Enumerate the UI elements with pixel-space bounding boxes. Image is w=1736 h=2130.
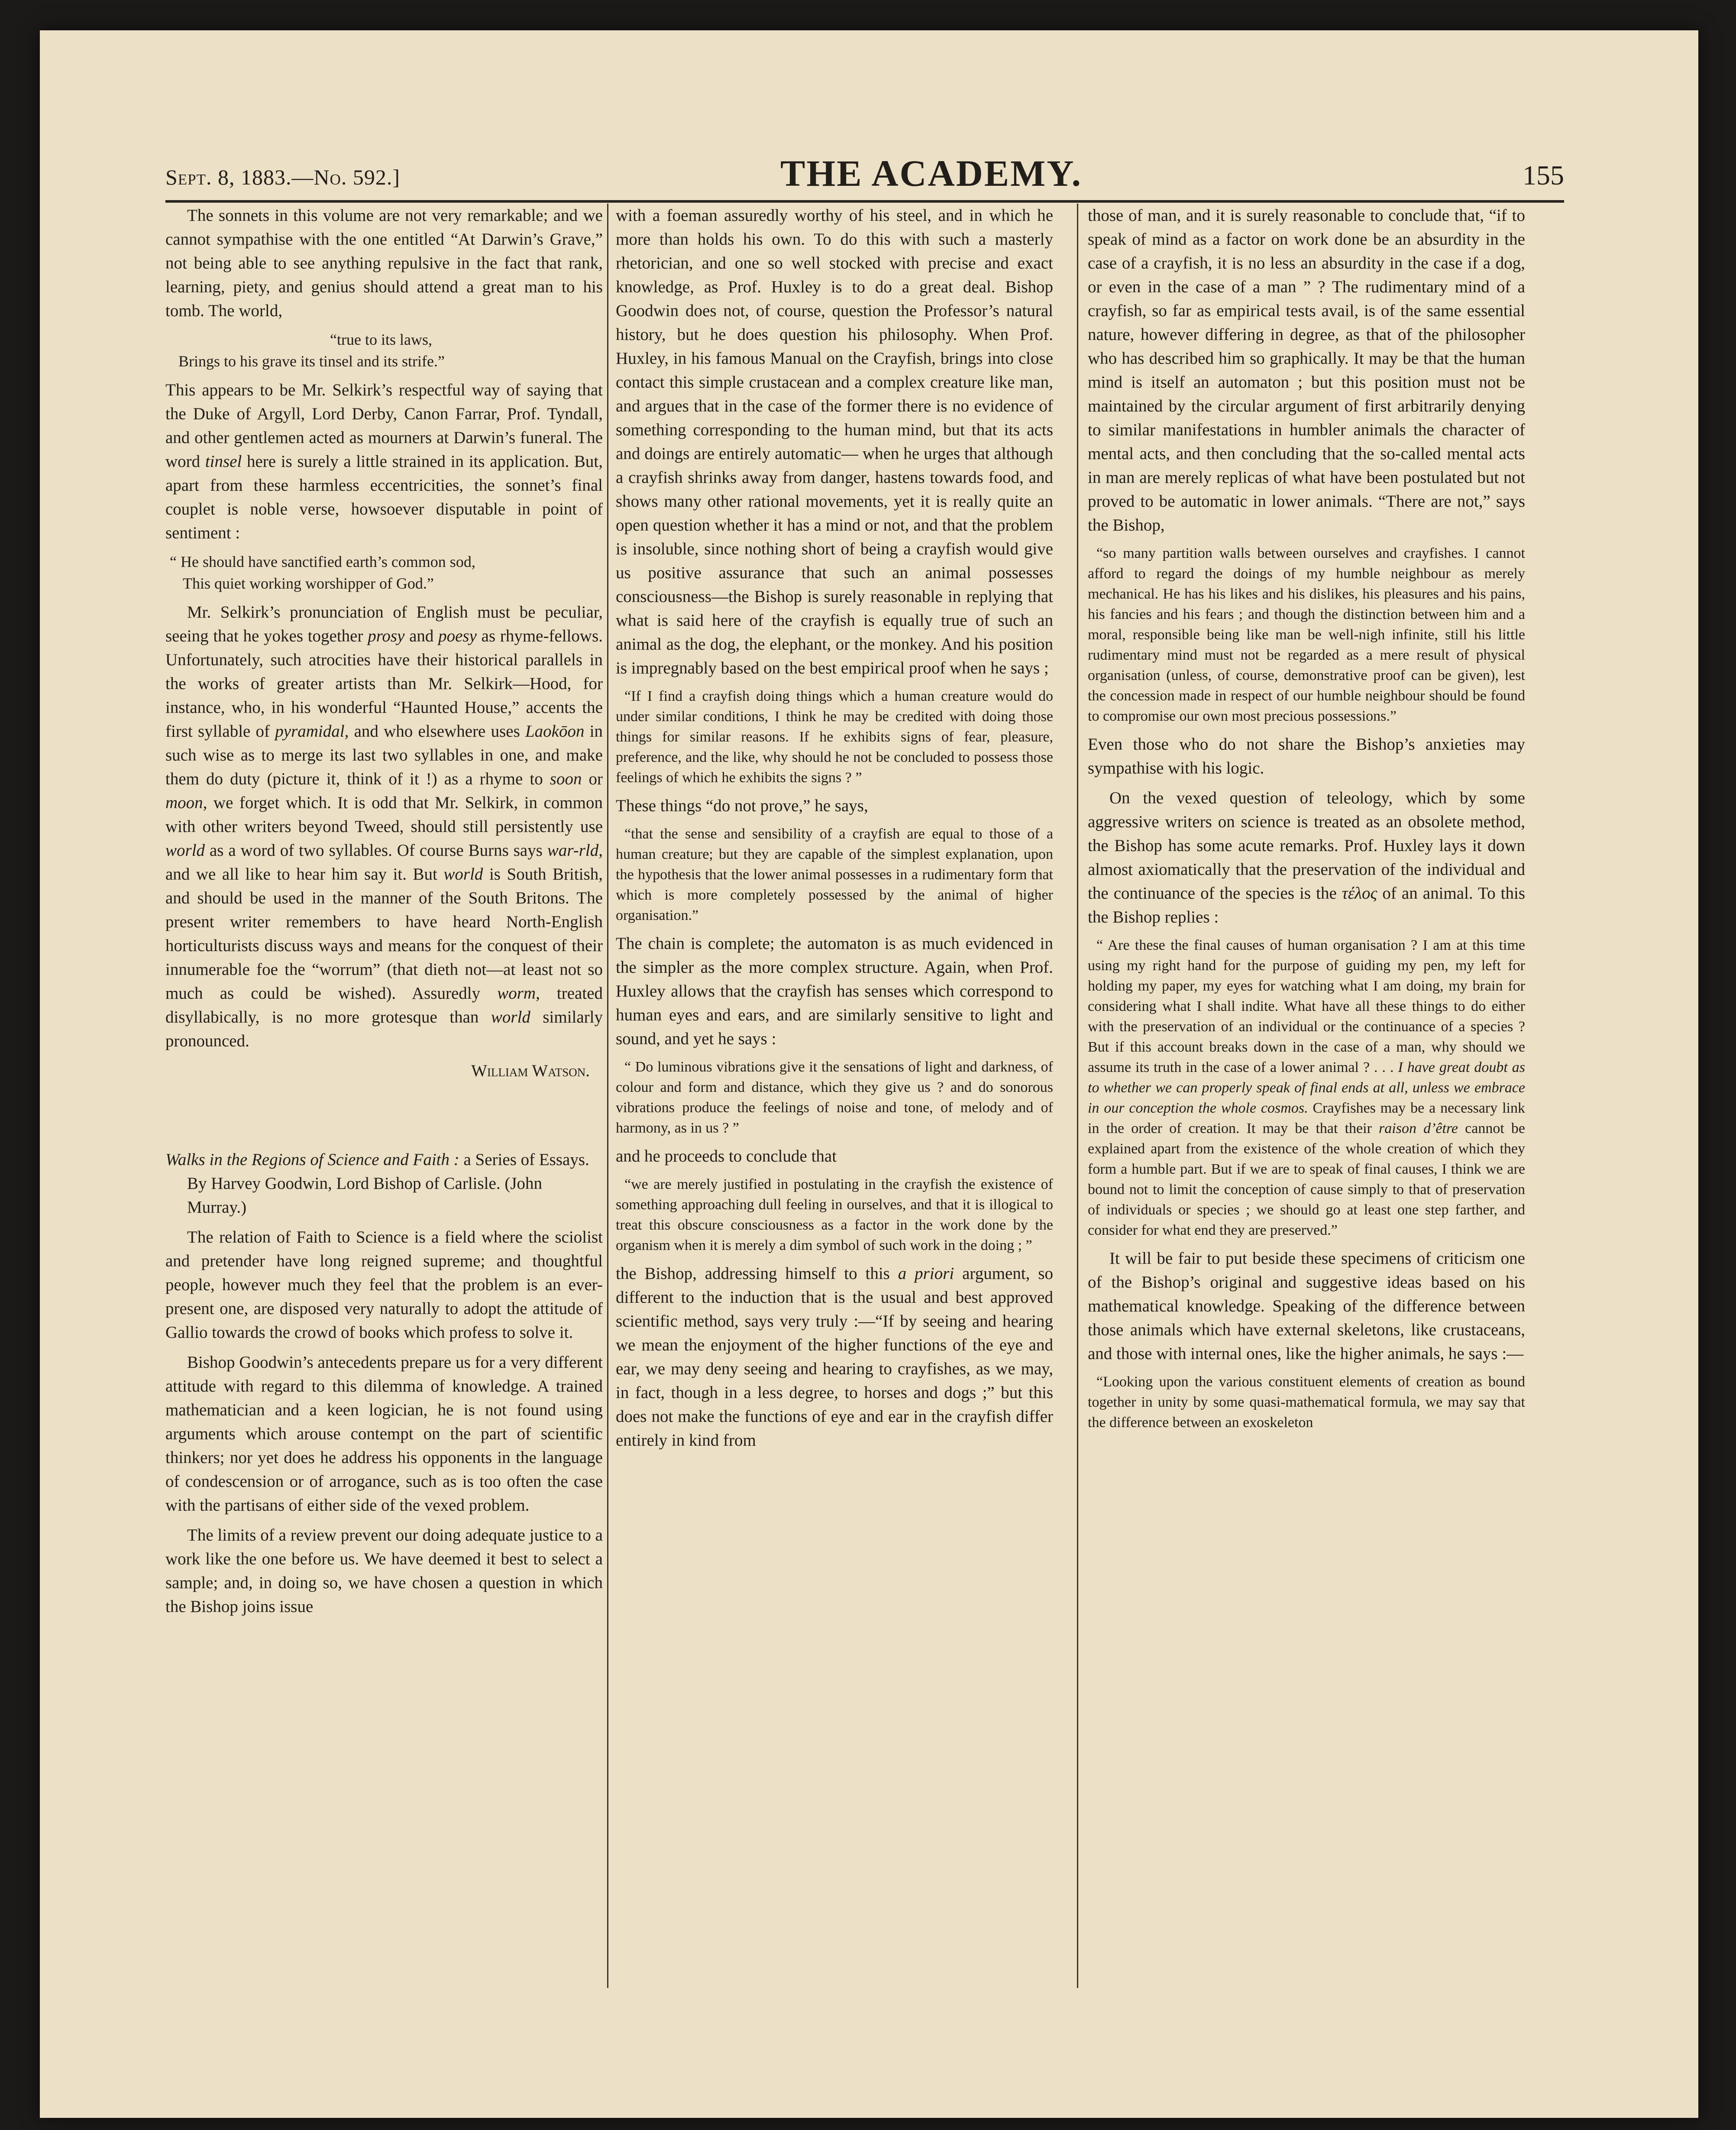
paragraph: with a foeman assuredly worthy of his steel, and in which he more than holds his own. To do this with such a masterly rhetorician, and one so well stocked with precise and exact knowledge, as Prof. Huxley is to do a great deal. Bishop Goodwin does not, of course, question the Professor’s natural history, but he does question his philosophy. When Prof. Huxley, in his famous Manual on the Crayfish, brings into close contact this simple crustacean and a complex creature like man, and argues that in the case of the former there is no evidence of something corresponding to the human mind, but that its acts and doings are entirely automatic— when he urges that although a crayfish shrinks away from danger, hastens towards food, and shows many other rational movements, yet it is really quite an open question whether it has a mind or not, and that the problem is insoluble, since nothing short of being a crayfish would give us positive assurance that such an animal possesses consciousness—the Bishop is surely reasonable in replying that what is said here of the crayfish is equally true of such an animal as the dog, the elephant, or the monkey. And his position is impregnably based on the best empirical proof when he says ; bbox=[616, 206, 1053, 677]
review-heading: Walks in the Regions of Science and Faith : a Series of Essays. By Harvey Goodwin, Lord Bishop of Carlisle. (John Murray.) bbox=[165, 1150, 589, 1217]
paragraph: These things “do not prove,” he says, bbox=[616, 796, 868, 815]
block-quote: “If I find a crayfish doing things which a human creature would do under similar conditions, I think he may be credited with doing those things for similar reasons. If he exhibits signs of fear, pleasure, preference, and the like, why should he not be concluded to possess those feelings of which he exhibits the signs ? ” bbox=[616, 688, 1053, 786]
paragraph: Bishop Goodwin’s antecedents prepare us for a very different attitude with regard to this dilemma of knowledge. A trained mathematician and a keen logician, he is not found using arguments which arouse contempt on the part of scientific thinkers; nor yet does he address his opponents in the language of condescension or of arrogance, such as is too often the case with the partisans of either side of the vexed problem. bbox=[165, 1353, 603, 1515]
paragraph: On the vexed question of teleology, which by some aggressive writers on science is treated as an obsolete method, the Bishop has some acute remarks. Prof. Huxley lays it down almost axiomatically that the preservation of the individual and the continuance of the species is the τέλος of an animal. To this the Bishop replies : bbox=[1088, 789, 1525, 926]
block-quote: “ Are these the final causes of human organisation ? I am at this time using my right hand for the purpose of guiding my pen, my left for holding my paper, my eyes for watching what I am doing, my brain for considering what I shall indite. What have all these things to do either with the preservation of an individual or the continuance of a species ? But if this account breaks down in the case of a man, why should we assume its truth in the case of a lower animal ? . . . I have great doubt as to whether we can properly speak of final ends at all, unless we embrace in our conception the whole cosmos. Crayfishes may be a necessary link in the order of creation. It may be that their raison d’être cannot be explained apart from the existence of the whole creation of which they form a humble part. But if we are to speak of final causes, I think we are bound not to limit the conception of cause simply to that of preservation of individuals or species ; we should go at least one step farther, and consider for what end they are preserved.” bbox=[1088, 937, 1526, 1238]
header-rule bbox=[165, 200, 1564, 203]
paragraph: those of man, and it is surely reasonable to conclude that, “if to speak of mind as a factor on work done be an absurdity in the case of a crayfish, it is no less an absurdity in the case if a dog, or even in the case of a man ” ? The rudimentary mind of a crayfish, so far as empirical tests avail, is of the same essential nature, however differing in degree, as that of the philosopher who has described him so graphically. It may be that the human mind is itself an automaton ; but this position must not be maintained by the circular argument of first arbitrarily denying to similar manifestations in humbler animals the character of mental acts, and then concluding that the so-called mental acts in man are merely replicas of what have been postulated but not proved to be automatic in lower animals. “There are not,” says the Bishop, bbox=[1088, 206, 1525, 534]
paragraph: The limits of a review prevent our doing adequate justice to a work like the one before us. We have deemed it best to select a sample; and, in doing so, we have chosen a question in which the Bishop joins issue bbox=[165, 1526, 603, 1616]
verse-quote bbox=[165, 551, 603, 594]
verse-line: This quiet working worshipper of God.” bbox=[183, 575, 434, 592]
block-quote: “ Do luminous vibrations give it the sensations of light and darkness, of colour and form and distance, which they give us ? and do sonorous vibrations produce the feelings of noise and tone, of melody and of harmony, as in us ? ” bbox=[616, 1059, 1053, 1136]
issue-date: Sept. 8, 1883.—No. 592.] bbox=[165, 165, 401, 189]
block-quote: “Looking upon the various constituent elements of creation as bound together in unity by some quasi-mathematical formula, we may say that the difference between an exoskeleton bbox=[1088, 1374, 1525, 1431]
verse-line: “ He should have sanctified earth’s common sod, bbox=[170, 553, 475, 570]
section-separator bbox=[165, 1096, 603, 1148]
verse-line: “true to its laws, bbox=[330, 331, 432, 348]
paragraph: The relation of Faith to Science is a field where the sciolist and pretender have long reigned supreme; and thoughtful people, however much they feel that the problem is an ever-present one, are disposed very naturally to adopt the attitude of Gallio towards the crowd of books which profess to solve it. bbox=[165, 1228, 603, 1342]
column-3 bbox=[1088, 204, 1525, 1439]
paragraph: the Bishop, addressing himself to this a priori argument, so different to the induction that is the usual and best approved scientific method, says very truly :—“If by seeing and hearing we mean the enjoyment of the higher functions of the eye and ear, we may deny seeing and hearing to crayfishes, as we may, in fact, though in a less degree, to horses and dogs ;” but this does not make the functions of eye and ear in the crayfish differ entirely in kind from bbox=[616, 1264, 1054, 1450]
block-quote: “so many partition walls between ourselves and crayfishes. I cannot afford to regard the doings of my humble neighbour as merely mechanical. He has his likes and his dislikes, his pleasures and his pains, his fancies and his fears ; and though the distinction between him and a moral, responsible being like man be well-nigh infinite, still his little rudimentary mind must not be regarded as a mere result of physical organisation (unless, of course, demonstrative proof can be given), lest the concession made in respect of our humble neighbour should be found to compromise our own most precious possessions.” bbox=[1088, 545, 1525, 724]
block-quote: “we are merely justified in postulating in the crayfish the existence of something approaching dull feeling in ourselves, and that it is illogical to treat this obscure consciousness as a factor in the work done by the organism when it is merely a dim symbol of such work in the doing ; ” bbox=[616, 1176, 1053, 1253]
paragraph: Mr. Selkirk’s pronunciation of English must be peculiar, seeing that he yokes together prosy and poesy as rhyme-fellows. Unfortunately, such atrocities have their historical parallels in the works of greater artists than Mr. Selkirk—Hood, for instance, who, in his wonderful “Haunted House,” accents the first syllable of pyramidal, and who elsewhere uses Laokōon in such wise as to merge its last two syllables in one, and make them do duty (picture it, think of it !) as a rhyme to soon or moon, we forget which. It is odd that Mr. Selkirk, in common with other writers beyond Tweed, should still persistently use world as a word of two syllables. Of course Burns says war-rld, and we all like to hear him say it. But world is South British, and should be used in the manner of the South Britons. The present writer remembers to have heard North-English horticulturists discuss ways and means for the conquest of their innumerable foe the “worrum” (that dieth not—at least not so much as could be wished). Assuredly worm, treated disyllabically, is no more grotesque than world similarly pronounced. bbox=[165, 603, 603, 1050]
paragraph: and he proceeds to conclude that bbox=[616, 1147, 837, 1165]
column-1 bbox=[165, 204, 603, 1625]
page-number: 155 bbox=[1523, 160, 1564, 191]
verse-line: Brings to his grave its tinsel and its strife.” bbox=[178, 353, 445, 370]
paragraph: This appears to be Mr. Selkirk’s respectful way of saying that the Duke of Argyll, Lord Derby, Canon Farrar, Prof. Tyndall, and other gentlemen acted as mourners at Darwin’s funeral. The word tinsel here is surely a little strained in its application. But, apart from these harmless eccentricities, the sonnet’s final couplet is noble verse, howsoever disputable in point of sentiment : bbox=[165, 381, 603, 542]
column-divider bbox=[1077, 204, 1078, 1988]
verse-quote bbox=[165, 329, 603, 372]
newspaper-page bbox=[40, 30, 1698, 2118]
column-divider bbox=[607, 204, 608, 1988]
paragraph: Even those who do not share the Bishop’s anxieties may sympathise with his logic. bbox=[1088, 735, 1525, 777]
block-quote: “that the sense and sensibility of a crayfish are equal to those of a human creature; but they are capable of the simplest explanation, upon the hypothesis that the lower animal possesses in a rudimentary form that which is more completely possessed by the animal of higher organisation.” bbox=[616, 826, 1053, 923]
paragraph: It will be fair to put beside these specimens of criticism one of the Bishop’s original and suggestive ideas based on his mathematical knowledge. Speaking of the difference between those animals which have external skeletons, like crustaceans, and those with internal ones, like the higher animals, he says :— bbox=[1088, 1249, 1525, 1363]
column-2 bbox=[616, 204, 1053, 1458]
author-signature: William Watson. bbox=[471, 1062, 590, 1080]
paragraph: The sonnets in this volume are not very remarkable; and we cannot sympathise with the one entitled “At Darwin’s Grave,” not being able to see anything repulsive in the fact that rank, learning, piety, and genius should attend a great man to his tomb. The world, bbox=[165, 206, 603, 320]
masthead-title: THE ACADEMY. bbox=[780, 152, 1083, 194]
paragraph: The chain is complete; the automaton is as much evidenced in the simpler as the more complex structure. Again, when Prof. Huxley allows that the crayfish has senses which correspond to human eyes and ears, and are similarly sensitive to light and sound, and yet he says : bbox=[616, 934, 1053, 1048]
page-header bbox=[165, 134, 1564, 194]
